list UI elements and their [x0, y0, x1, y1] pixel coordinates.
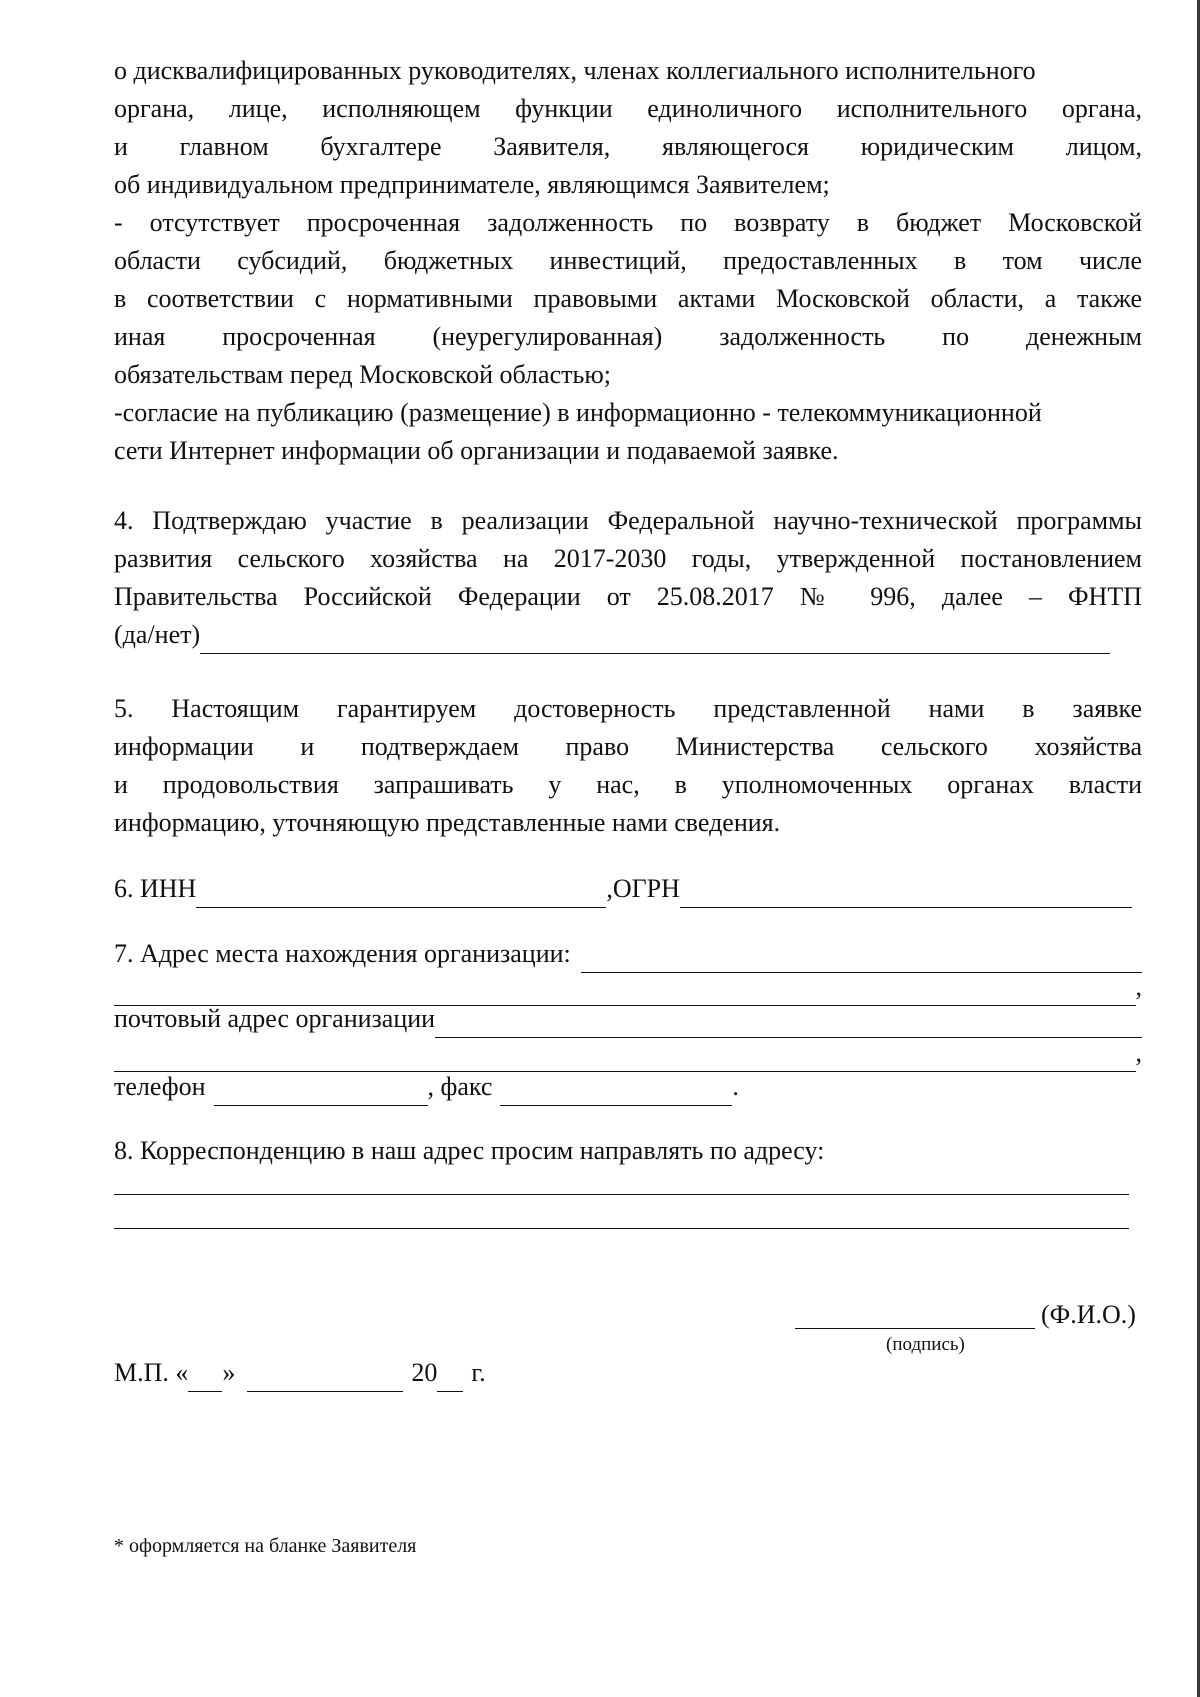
text-line: - отсутствует просроченная задолженность по возврату в бюджет Московской	[114, 208, 1142, 237]
correspondence-line-1[interactable]	[114, 1194, 1129, 1195]
inn-label: 6. ИНН	[114, 874, 197, 903]
bullet-consent	[114, 394, 1142, 470]
year-prefix: 20	[411, 1358, 438, 1387]
text-line: области субсидий, бюджетных инвестиций, предоставленных в том числе	[114, 246, 1142, 275]
stamp-date-row	[114, 1354, 634, 1392]
postal-label: почтовый адрес организации	[114, 1004, 436, 1033]
text-line: в соответствии с нормативными правовыми актами Московской области, а также	[114, 284, 1142, 313]
text-line: о дисквалифицированных руководителях, членах коллегиального исполнительного	[114, 56, 1036, 85]
yes-no-row	[114, 616, 1110, 654]
text-line: 5. Настоящим гарантируем достоверность представленной нами в заявке	[114, 694, 1142, 723]
text-line: иная просроченная (неурегулированная) задолженность по денежным	[114, 322, 1142, 351]
phone-fax-row	[114, 1068, 814, 1106]
correspondence-label: 8. Корреспонденцию в наш адрес просим направлять по адресу:	[114, 1136, 825, 1165]
bullet-no-debt	[114, 204, 1142, 394]
footnote: * оформляется на бланке Заявителя	[114, 1535, 417, 1557]
address-label: 7. Адрес места нахождения организации:	[114, 939, 571, 968]
month-field[interactable]	[247, 1361, 403, 1392]
text-line: развития сельского хозяйства на 2017-2030 годы, утвержденной постановлением	[114, 544, 1142, 573]
text-line: органа, лице, исполняющем функции единоличного исполнительного органа,	[114, 94, 1142, 123]
postal-row	[114, 1000, 1142, 1038]
section-6	[114, 870, 1132, 908]
text-line: сети Интернет информации об организации и подаваемой заявке.	[114, 436, 839, 465]
year-field[interactable]	[437, 1361, 463, 1392]
yes-no-label: (да/нет)	[114, 620, 201, 649]
text-line: информации и подтверждаем право Министерства сельского хозяйства	[114, 732, 1142, 761]
signature-line[interactable]	[795, 1328, 1035, 1329]
text-line: об индивидуальном предпринимателе, являющимся Заявителем;	[114, 170, 830, 199]
year-suffix: г.	[471, 1358, 486, 1387]
fax-label: , факс	[427, 1072, 493, 1101]
phone-field[interactable]	[214, 1075, 428, 1106]
phone-label: телефон	[114, 1072, 206, 1101]
ogrn-field[interactable]	[680, 877, 1132, 908]
fax-period: .	[732, 1072, 739, 1101]
mp-label: М.П. «	[114, 1358, 189, 1387]
yes-no-field[interactable]	[200, 623, 1110, 654]
section-8	[114, 1132, 1142, 1170]
fio-label: (Ф.И.О.)	[1041, 1300, 1136, 1329]
section-5	[114, 690, 1142, 842]
signature-caption: (подпись)	[886, 1334, 965, 1355]
text-line: и продовольствия запрашивать у нас, в уполномоченных органах власти	[114, 770, 1142, 799]
correspondence-line-2[interactable]	[114, 1228, 1129, 1229]
text-line: информацию, уточняющую представленные нами сведения.	[114, 808, 781, 837]
day-field[interactable]	[188, 1361, 222, 1392]
text-line: Правительства Российской Федерации от 25.08.2017 № 996, далее – ФНТП	[114, 582, 1142, 611]
continuation-paragraph	[114, 52, 1142, 204]
ogrn-label: ,ОГРН	[606, 874, 680, 903]
text-line: -согласие на публикацию (размещение) в информационно - телекоммуникационной	[114, 398, 1042, 427]
text-line: и главном бухгалтере Заявителя, являющегося юридическим лицом,	[114, 132, 1142, 161]
fax-field[interactable]	[500, 1075, 732, 1106]
postal-comma: ,	[1135, 1038, 1142, 1067]
section-4	[114, 502, 1142, 654]
postal-row-2	[114, 1034, 1142, 1072]
quote-close: »	[222, 1358, 236, 1387]
address-comma: ,	[1135, 972, 1142, 1001]
inn-field[interactable]	[196, 877, 606, 908]
text-line: 4. Подтверждаю участие в реализации Федеральной научно-технической программы	[114, 506, 1142, 535]
text-line: обязательствам перед Московской областью;	[114, 360, 611, 389]
